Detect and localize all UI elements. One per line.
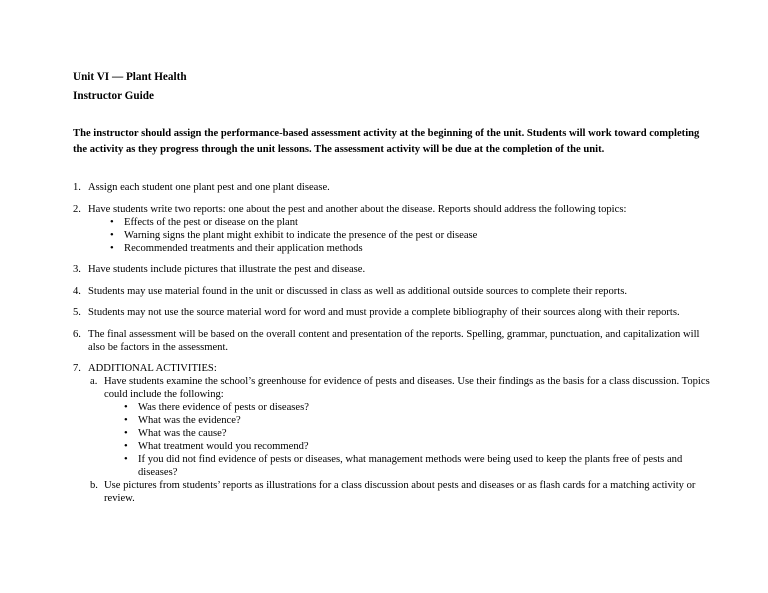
item-text: ADDITIONAL ACTIVITIES: [88,363,217,374]
sub-text: Have students examine the school’s greenhouse for evidence of pests and diseases. Use their findings as the basis for a class discussion. Topics could include the following: [104,376,710,400]
sub-text: Use pictures from students’ reports as illustrations for a class discussion about pests and diseases or as flash cards for a matching activity or review. [104,480,696,504]
item-text: Assign each student one plant pest and one plant disease. [88,182,330,193]
sub-letter: b. [90,480,98,491]
list-item [73,263,713,276]
page-title: Unit VI — Plant Health [73,71,187,83]
item-number: 6. [73,328,81,340]
list-item [73,328,713,354]
topic-list [88,216,713,255]
intro-paragraph: The instructor should assign the performance-based assessment activity at the beginning of the unit. Students will work toward completing the activity as they progress through the unit lessons. The assessment activity will be due at the completion of the unit. [73,128,700,155]
item-number: 1. [73,182,81,193]
bullet-item: • If you did not find evidence of pests or diseases, what management methods were being used to keep the plants free of pests and diseases? [124,453,713,479]
item-number: 3. [73,264,81,275]
list-item [73,181,713,194]
item-number: 7. [73,363,81,374]
item-text: Have students write two reports: one about the pest and another about the disease. Reports should address the following topics: [88,203,627,215]
discussion-topic-list [104,401,713,479]
sublist-item [90,375,713,479]
list-item [73,306,713,319]
sublist-item [90,479,713,505]
list-item [73,285,713,298]
instruction-list [73,181,713,514]
page-subtitle: Instructor Guide [73,90,154,102]
item-number: 5. [73,307,81,318]
item-number: 4. [73,285,81,297]
list-item [73,203,713,255]
item-number: 2. [73,203,81,215]
bullet-item: • What was the evidence? [124,414,713,427]
item-text: Have students include pictures that illustrate the pest and disease. [88,264,366,275]
bullet-item: • Was there evidence of pests or diseases? [124,401,713,414]
bullet-item: • What treatment would you recommend? [124,440,713,453]
item-text: Students may not use the source material word for word and must provide a complete bibliography of their sources along with their reports. [88,307,680,318]
bullet-item: • Warning signs the plant might exhibit to indicate the presence of the pest or disease [110,229,713,242]
sub-letter: a. [90,376,98,387]
activity-sublist [88,375,713,505]
list-item [73,362,713,505]
bullet-item: • What was the cause? [124,427,713,440]
bullet-item: • Recommended treatments and their application methods [110,242,713,255]
item-text: Students may use material found in the unit or discussed in class as well as additional outside sources to complete their reports. [88,285,627,297]
item-text: The final assessment will be based on the overall content and presentation of the reports. Spelling, grammar, punctuation, and capitalization will also be factors in the assessment. [88,328,700,353]
bullet-item: • Effects of the pest or disease on the plant [110,216,713,229]
